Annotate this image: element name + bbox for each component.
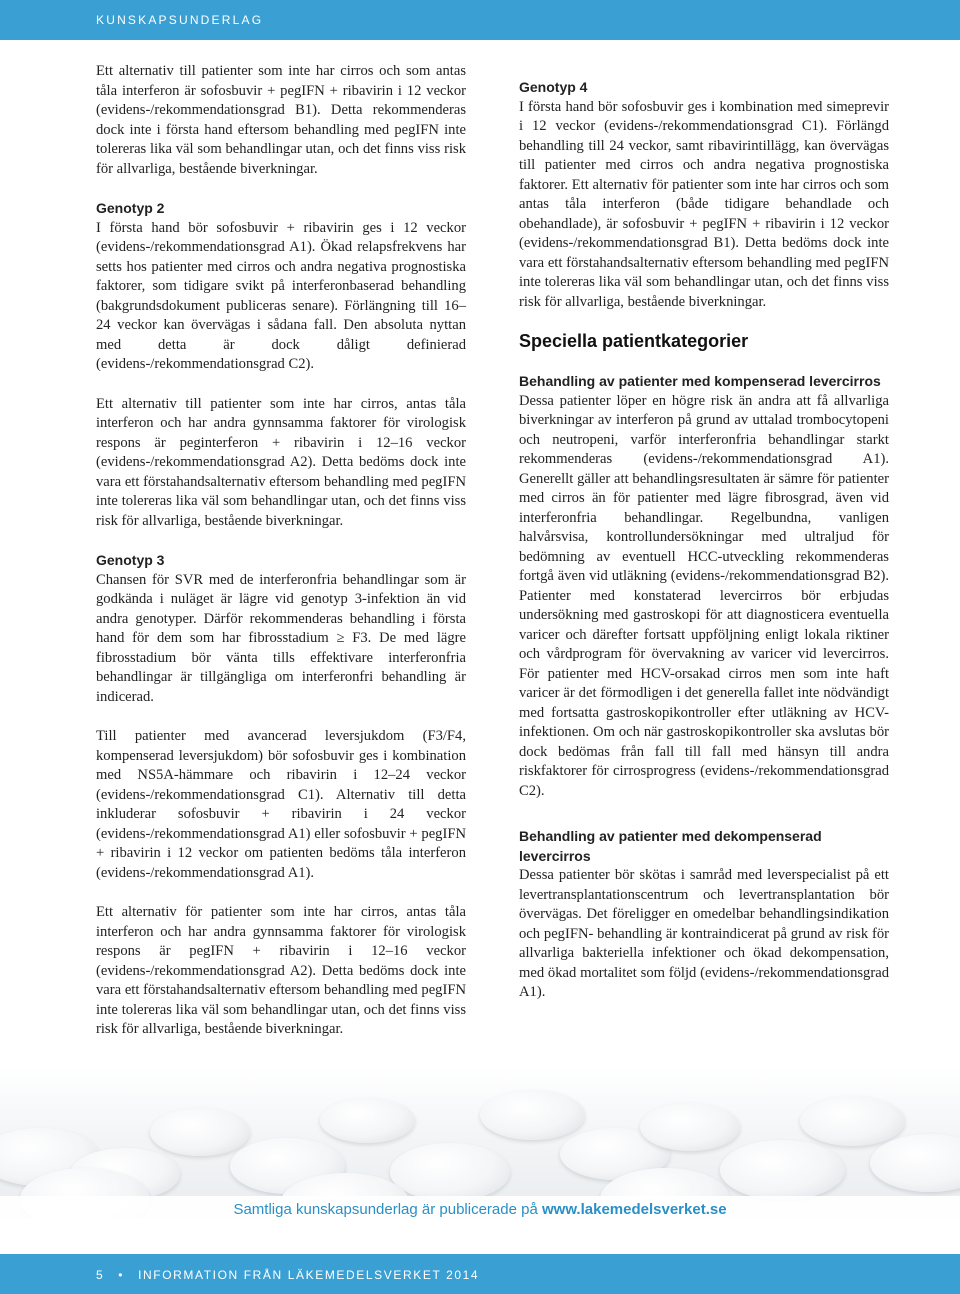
footer-note: [0, 1196, 960, 1230]
page-number: 5: [96, 1268, 105, 1282]
heading-special-categories: Speciella patientkategorier: [519, 331, 749, 351]
paragraph: I första hand bör sofosbuvir ges i kombination med simeprevir i 12 veckor (evidens-/rekommendationsgrad C1). Förlängd behandling till 24 veckor, samt ribavirintillägg, kan övervägas till patienter med cirros och andra negativa prognostiska faktorer. Ett alternativ för patienter som inte har cirros och som antas tåla interferon (både tidigare behandlade och obehandlade), är sofosbuvir + pegIFN + ribavirin i 12 veckor (evidens-/rekommendationsgrad B1). Detta bedöms dock inte vara ett förstahandsalternativ eftersom behandling med pegIFN inte tolereras lika väl som behandlingar utan, och det finns viss risk för allvarliga, bestående biverkningar.: [519, 98, 889, 310]
paragraph: Till patienter med avancerad leversjukdom (F3/F4, kompenserad leversjukdom) bör sofosbuvir ges i kombination med NS5A-hämmare och ribavirin i 12–24 veckor (evidens-/rekommendationsgrad C1). Alternativ till detta inkluderar sofosbuvir + ribavirin i 24 veckor (evidens-/rekommendationsgrad A1) eller sofosbuvir + pegIFN + ribavirin i 12 veckor om patienten bedöms tåla interferon (evidens-/rekommendationsgrad A1).: [96, 728, 466, 881]
publication-name: INFORMATION FRÅN LÄKEMEDELSVERKET 2014: [138, 1268, 480, 1282]
paragraph: Chansen för SVR med de interferonfria behandlingar som är godkända i nuläget är lägre vid genotyp 3-infektion än vid andra genotyper. Därför rekommenderas behandling i första hand för dem som har fibrosstadium ≥ F3. De med lägre fibrosstadium bör vänta tills effektivare interferonfria behandlingar är tillgängliga om interferonfri behandling är indicerad.: [96, 571, 466, 705]
header-bar: [0, 0, 960, 40]
left-column: [96, 62, 466, 1060]
paragraph: Dessa patienter löper en högre risk än andra att få allvarliga biverkningar av interferon på grund av uttalad trombocytopeni och neutropeni, varför interferonfria behandlingar starkt rekommenderas (evidens-/rekommendationsgrad A1). Generellt gäller att behandlingsresultaten är sämre för patienter med cirros än för patienter med lägre fibrosgrad, även vid interferonfria behandlingar. Regelbundna, vanligen halvårsvisa, kontrollundersökningar med ultraljud för bedömning av eventuell HCC-utveckling rekommenderas fortgå även vid utläkning (evidens-/rekommendationsgrad B2). Patienter med konstaterad levercirros bör erbjudas undersökning med gastroskopi för att diagnosticera eventuella varicer och därefter fortsatt uppföljning enligt lokala riktiner och vårdprogram för övervakning av varicer vid levercirros. För patienter med HCV-orsakad cirros men som inte haft varicer är det förmodligen i det generella fallet inte nödvändigt med fortsatta gastroskopikontroller efter utläkning av HCV-infektionen. Om och när gastroskopikontroller ska avslutas bör dock bedömas från fall till fall med hänsyn till andra riskfaktorer för cirrosprogress (evidens-/rekommendationsgrad C2).: [519, 392, 889, 799]
paragraph: Dessa patienter bör skötas i samråd med leverspecialist på ett levertransplantationscentrum och levertransplantation bör övervägas. Det föreligger en omedelbar behandlingsindikation och pegIFN- behandling är kontraindicerat på grund av risk för allvarliga bakteriella infektioner och ökad dekompensation, med ökad mortalitet som följd (evidens-/rekommendationsgrad A1).: [519, 867, 889, 1000]
right-column: [519, 78, 889, 1021]
heading-genotyp-4: Genotyp 4: [519, 79, 588, 95]
paragraph: I första hand bör sofosbuvir + ribavirin ges i 12 veckor (evidens-/rekommendationsgrad A1). Ökad relapsfrekvens har setts hos patienter med cirros och andra negativa prognostiska faktorer, som tidigare svikt på interferonbaserad behandling (bakgrundsdokument publiceras senare). Förlängning till 16–24 veckor kan övervägas i sådana fall. Den absoluta nyttan med detta är dock dåligt definierad (evidens-/rekommendationsgrad C2).: [96, 219, 466, 372]
heading-genotyp-3: Genotyp 3: [96, 552, 165, 568]
section-label: KUNSKAPSUNDERLAG: [96, 13, 264, 27]
heading-genotyp-2: Genotyp 2: [96, 200, 165, 216]
bottom-bar: [0, 1254, 960, 1294]
paragraph: Ett alternativ för patienter som inte har cirros, antas tåla interferon och har andra gynnsamma faktorer för virologisk respons är pegIFN + ribavirin i 12–16 veckor (evidens-/rekommendationsgrad A2). Detta bedöms dock inte vara ett förstahandsalternativ eftersom behandling med pegIFN inte tolereras lika väl som behandlingar utan, och det finns viss risk för allvarliga, bestående biverkningar.: [96, 904, 466, 1037]
separator-dot: •: [118, 1268, 125, 1282]
heading-compensated-cirrhosis: Behandling av patienter med kompenserad levercirros: [519, 373, 881, 389]
heading-decompensated-cirrhosis: Behandling av patienter med dekompenserad levercirros: [519, 828, 822, 864]
footer-link[interactable]: www.lakemedelsverket.se: [541, 1201, 727, 1218]
footer-text: Samtliga kunskapsunderlag är publicerade på: [233, 1201, 538, 1218]
paragraph: Ett alternativ till patienter som inte har cirros, antas tåla interferon och har andra gynnsamma faktorer för virologisk respons är peginterferon + ribavirin i 12–16 veckor (evidens-/rekommendationsgrad A2). Detta bedöms dock inte vara ett förstahandsalternativ eftersom behandling med pegIFN inte tolereras lika väl som behandlingar utan, och det finns viss risk för allvarliga, bestående biverkningar.: [96, 395, 466, 529]
paragraph: Ett alternativ till patienter som inte har cirros och som antas tåla interferon är sofosbuvir + pegIFN + ribavirin i 12 veckor (evidens-/rekommendationsgrad B1). Detta rekommenderas dock inte i första hand eftersom behandling med pegIFN inte tolereras lika väl som behandlingar utan, och det finns viss risk för allvarliga, bestående biverkningar.: [96, 63, 466, 177]
